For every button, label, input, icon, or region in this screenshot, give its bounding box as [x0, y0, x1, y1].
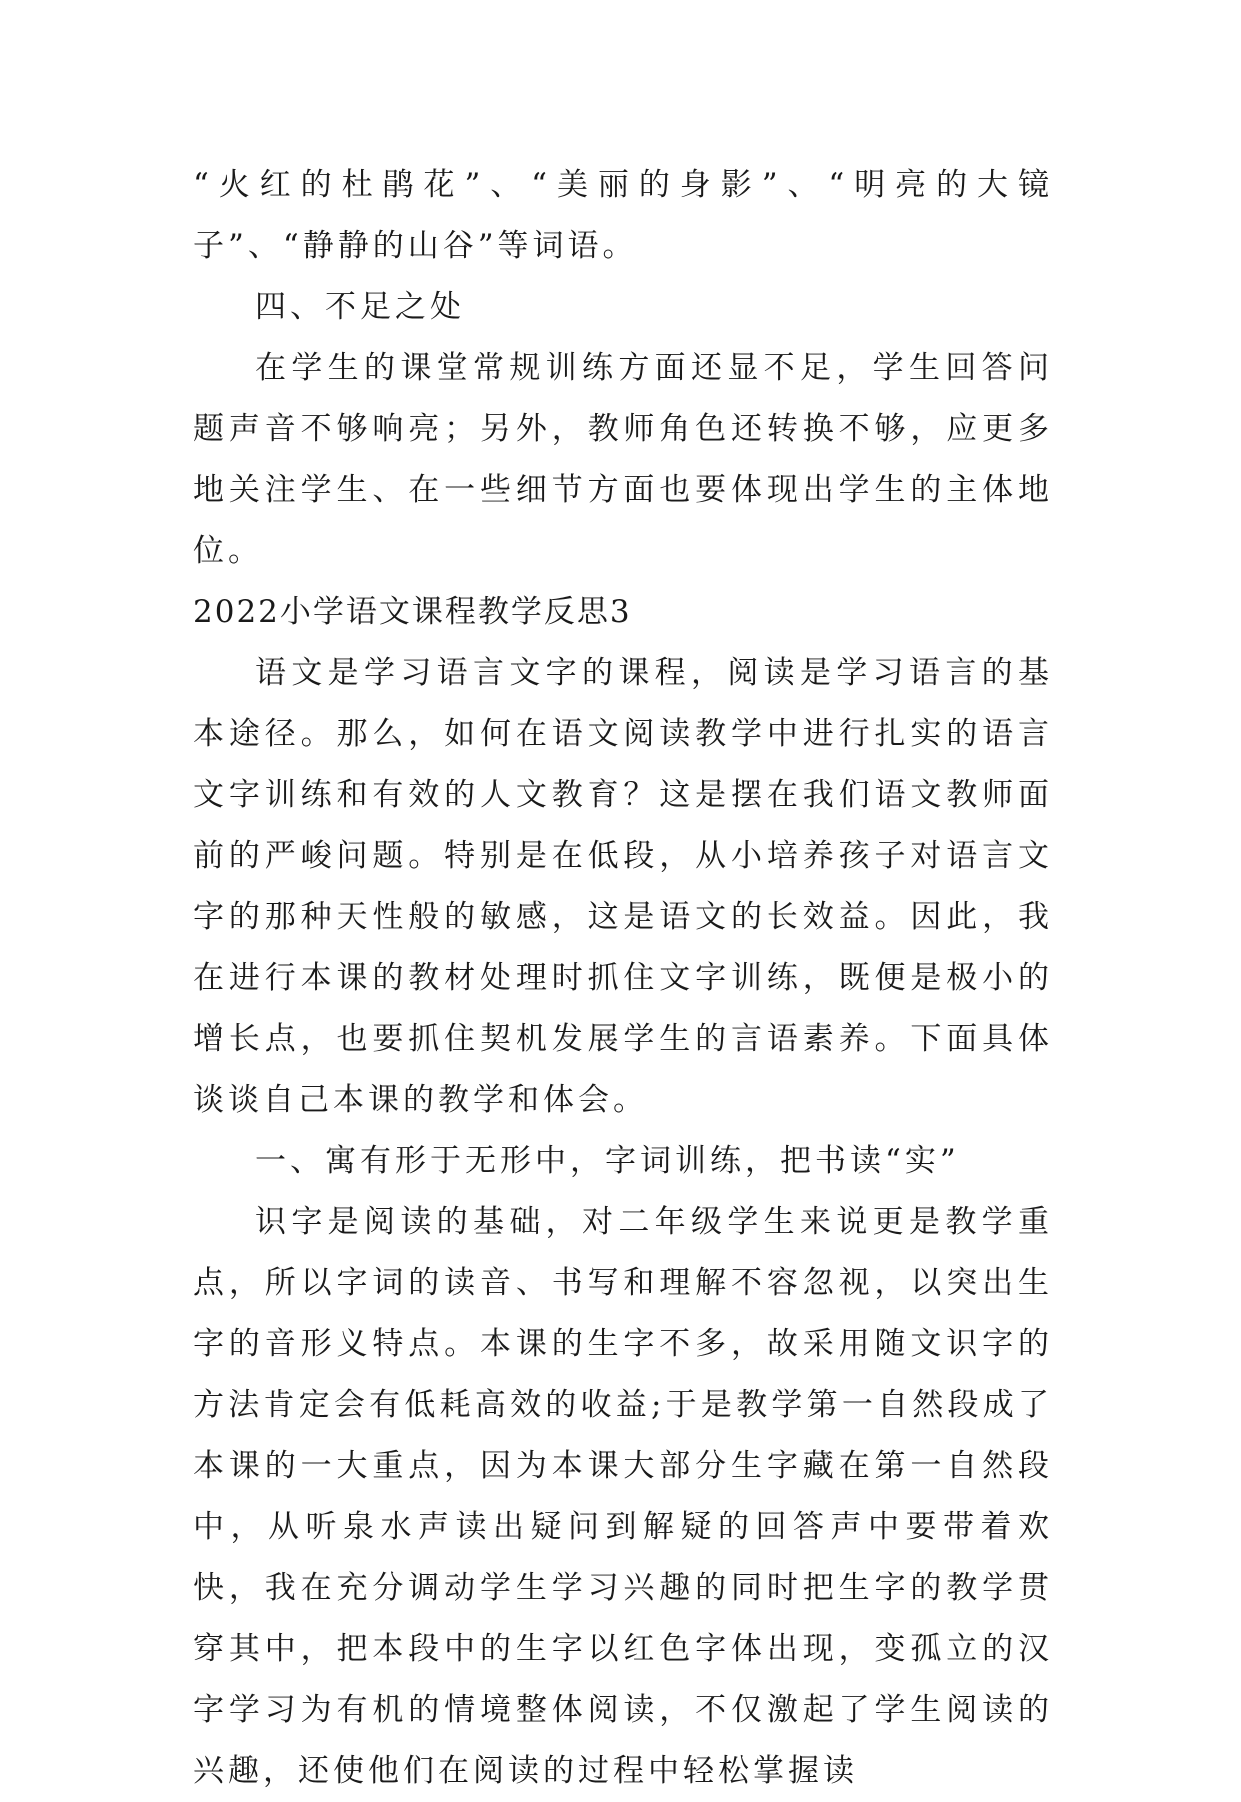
section-heading-word-training: 一、寓有形于无形中，字词训练，把书读“实”: [255, 1143, 960, 1179]
article-title: 2022小学语文课程教学反思3: [193, 594, 632, 630]
paragraph-shortcomings: 在学生的课堂常规训练方面还显不足，学生回答问题声音不够响亮；另外，教师角色还转换不够，应更多地关注学生、在一些细节方面也要体现出学生的主体地位。: [193, 350, 1053, 569]
document-body: [193, 155, 1053, 1802]
paragraph-literacy: 识字是阅读的基础，对二年级学生来说更是教学重点，所以字词的读音、书写和理解不容忽视，以突出生字的音形义特点。本课的生字不多，故采用随文识字的方法肯定会有低耗高效的收益;于是教学第一自然段成了本课的一大重点，因为本课大部分生字藏在第一自然段中，从听泉水声读出疑问到解疑的回答声中要带着欢快，我在充分调动学生学习兴趣的同时把生字的教学贯穿其中，把本段中的生字以红色字体出现，变孤立的汉字学习为有机的情境整体阅读，不仅激起了学生阅读的兴趣，还使他们在阅读的过程中轻松掌握读: [193, 1204, 1053, 1789]
section-heading-shortcomings: 四、不足之处: [255, 289, 465, 325]
paragraph-intro: 语文是学习语言文字的课程，阅读是学习语言的基本途径。那么，如何在语文阅读教学中进行扎实的语言文字训练和有效的人文教育？这是摆在我们语文教师面前的严峻问题。特别是在低段，从小培养孩子对语言文字的那种天性般的敏感，这是语文的长效益。因此，我在进行本课的教材处理时抓住文字训练，既便是极小的增长点，也要抓住契机发展学生的言语素养。下面具体谈谈自己本课的教学和体会。: [193, 655, 1053, 1118]
paragraph-continuation: “火红的杜鹃花”、“美丽的身影”、“明亮的大镜子”、“静静的山谷”等词语。: [193, 167, 1053, 264]
